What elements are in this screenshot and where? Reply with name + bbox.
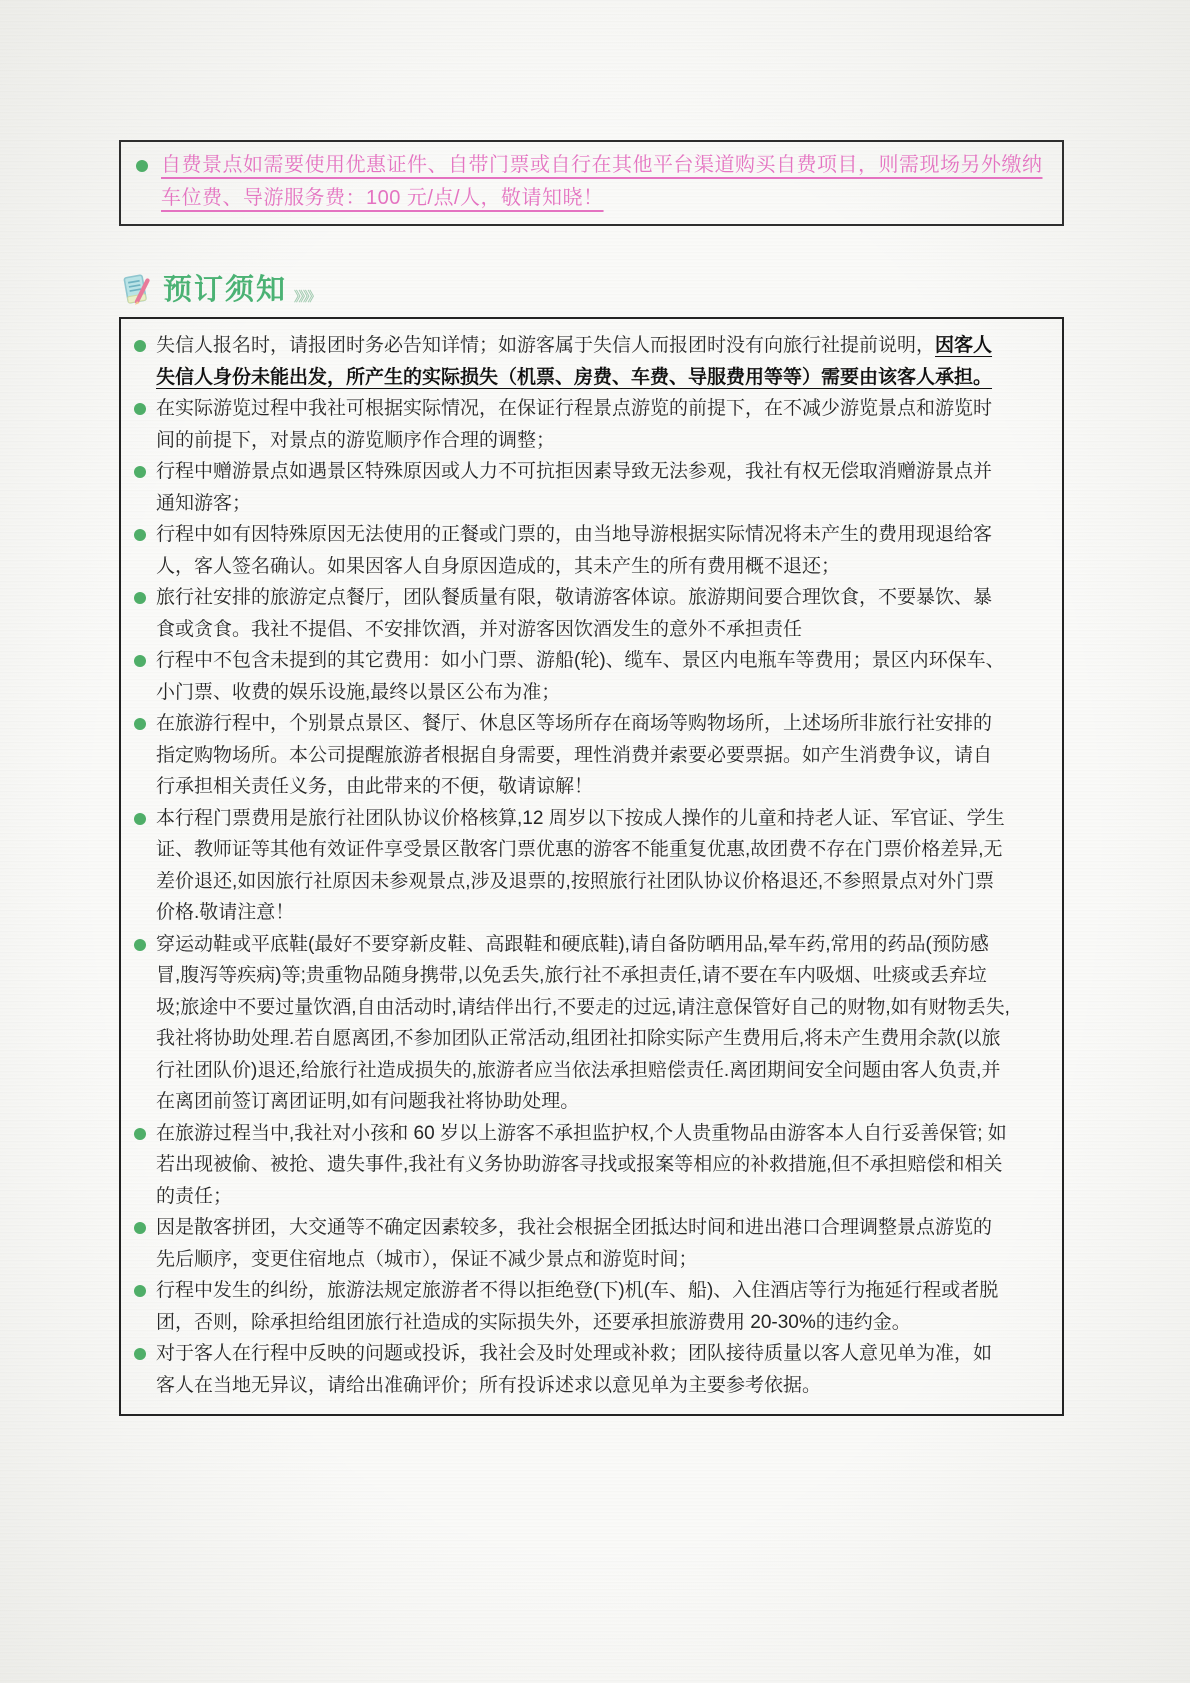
notice-text: 在实际游览过程中我社可根据实际情况，在保证行程景点游览的前提下，在不减少游览景点和游览时间的前提下，对景点的游览顺序作合理的调整；	[156, 398, 993, 451]
list-item	[129, 330, 1010, 393]
notice-text: 行程中赠游景点如遇景区特殊原因或人力不可抗拒因素导致无法参观，我社有权无偿取消赠游景点并通知游客；	[156, 461, 993, 514]
notice-text: 本行程门票费用是旅行社团队协议价格核算,12 周岁以下按成人操作的儿童和持老人证、军官证、学生证、教师证等其他有效证件享受景区散客门票优惠的游客不能重复优惠,故团费不存在门票价格差异,无差价退还,如因旅行社原因未参观景点,涉及退票的,按照旅行社团队协议价格退还,不参照景点对外门票价格.敬请注意！	[156, 807, 1005, 923]
notice-text: 因是散客拼团，大交通等不确定因素较多，我社会根据全团抵达时间和进出港口合理调整景点游览的先后顺序，变更住宿地点（城市），保证不减少景点和游览时间；	[156, 1217, 993, 1270]
notice-text: 行程中如有因特殊原因无法使用的正餐或门票的，由当地导游根据实际情况将未产生的费用现退给客人，客人签名确认。如果因客人自身原因造成的，其未产生的所有费用概不退还；	[156, 524, 993, 577]
notice-text: 在旅游行程中，个别景点景区、餐厅、休息区等场所存在商场等购物场所，上述场所非旅行社安排的指定购物场所。本公司提醒旅游者根据自身需要，理性消费并索要必要票据。如产生消费争议，请自行承担相关责任义务，由此带来的不便，敬请谅解！	[156, 713, 993, 797]
chevrons-decoration: 》》》》	[294, 289, 319, 304]
list-item	[129, 708, 1010, 803]
bullet-dot-icon	[134, 1285, 146, 1297]
bullet-dot-icon	[134, 939, 146, 951]
bullet-dot-icon	[134, 466, 146, 478]
bullet-dot-icon	[136, 160, 148, 172]
notice-text: 在旅游过程当中,我社对小孩和 60 岁以上游客不承担监护权,个人贵重物品由游客本人自行妥善保管; 如若出现被偷、被抢、遗失事件,我社有义务协助游客寻找或报案等相应的补救措施,但不承担赔偿和相关的责任；	[156, 1122, 1007, 1207]
notice-text: 穿运动鞋或平底鞋(最好不要穿新皮鞋、高跟鞋和硬底鞋),请自备防晒用品,晕车药,常用的药品(预防感冒,腹泻等疾病)等;贵重物品随身携带,以免丢失,旅行社不承担责任,请不要在车内吸烟、吐痰或丢弃垃圾;旅途中不要过量饮酒,自由活动时,请结伴出行,不要走的过远,请注意保管好自己的财物,如有财物丢失,我社将协助处理.若自愿离团,不参加团队正常活动,组团社扣除实际产生费用后,将未产生费用余款(以旅行社团队价)退还,给旅行社造成损失的,旅游者应当依法承担赔偿责任.离团期间安全问题由客人负责,并在离团前签订离团证明,如有问题我社将协助处理。	[156, 933, 1010, 1112]
list-item	[129, 929, 1010, 1118]
self-funded-notice-text: 自费景点如需要使用优惠证件、自带门票或自行在其他平台渠道购买自费项目，则需现场另外缴纳车位费、导游服务费：100 元/点/人，敬请知晓！	[161, 154, 1043, 209]
bullet-dot-icon	[134, 1348, 146, 1360]
list-item	[129, 1275, 1010, 1338]
notice-text: 行程中不包含未提到的其它费用：如小门票、游船(轮)、缆车、景区内电瓶车等费用；景区内环保车、小门票、收费的娱乐设施,最终以景区公布为准；	[156, 650, 1005, 703]
notices-list	[129, 330, 1010, 1401]
list-item	[129, 393, 1010, 456]
list-item	[129, 803, 1010, 929]
list-item	[129, 456, 1010, 519]
list-item	[129, 645, 1010, 708]
bullet-dot-icon	[134, 655, 146, 667]
notice-text: 失信人报名时，请报团时务必告知详情；如游客属于失信人而报团时没有向旅行社提前说明，因客人失信人身份未能出发，所产生的实际损失（机票、房费、车费、导服费用等等）需要由该客人承担。	[156, 335, 993, 388]
bullet-dot-icon	[134, 340, 146, 352]
notice-text: 对于客人在行程中反映的问题或投诉，我社会及时处理或补救；团队接待质量以客人意见单为准，如客人在当地无异议，请给出准确评价；所有投诉述求以意见单为主要参考依据。	[156, 1343, 993, 1396]
booking-notices-box	[119, 317, 1064, 1416]
list-item	[129, 1118, 1010, 1213]
list-item	[129, 1338, 1010, 1401]
list-item	[129, 1212, 1010, 1275]
notice-text: 旅行社安排的旅游定点餐厅，团队餐质量有限，敬请游客体谅。旅游期间要合理饮食，不要暴饮、暴食或贪食。我社不提倡、不安排饮酒，并对游客因饮酒发生的意外不承担责任	[156, 587, 993, 640]
list-item	[129, 582, 1010, 645]
bullet-dot-icon	[134, 718, 146, 730]
section-header	[120, 268, 1064, 308]
section-title: 预订须知	[163, 274, 288, 306]
bullet-dot-icon	[134, 529, 146, 541]
notebook-pencil-icon	[120, 272, 156, 308]
self-funded-notice-box	[119, 140, 1064, 226]
bullet-dot-icon	[134, 1222, 146, 1234]
bullet-dot-icon	[134, 1128, 146, 1140]
page-content	[119, 140, 1064, 1416]
list-item	[129, 519, 1010, 582]
bullet-dot-icon	[134, 403, 146, 415]
notice-text: 行程中发生的纠纷，旅游法规定旅游者不得以拒绝登(下)机(车、船)、入住酒店等行为拖延行程或者脱团，否则，除承担给组团旅行社造成的实际损失外，还要承担旅游费用 20-30%的违约金。	[156, 1280, 999, 1333]
bullet-dot-icon	[134, 813, 146, 825]
bullet-dot-icon	[134, 592, 146, 604]
